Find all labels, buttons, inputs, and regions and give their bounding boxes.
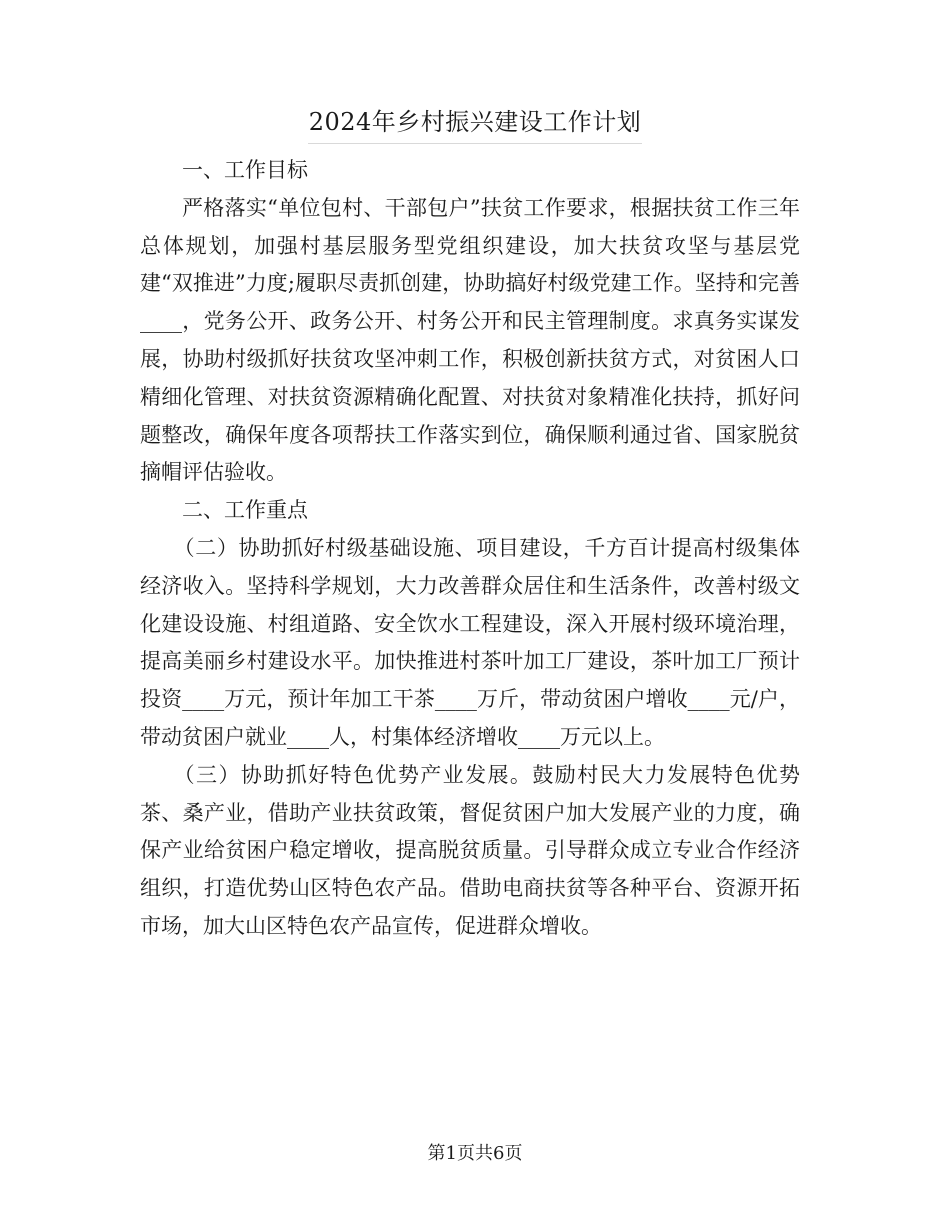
paragraph-infrastructure: （二）协助抓好村级基础设施、项目建设，千方百计提高村级集体经济收入。坚持科学规划，大力改善群众居住和生活条件，改善村级文化建设设施、村组道路、安全饮水工程建设，深入开展村级环境治理，提高美丽乡村建设水平。加快推进村茶叶加工厂建设，茶叶加工厂预计投资____万元，预计年加工干茶____万斤，带动贫困户增收____元/户，带动贫困户就业____人，村集体经济增收____万元以上。 (140, 535, 800, 749)
section-heading-goals: 一、工作目标 (182, 158, 308, 182)
paragraph-goals: 严格落实“单位包村、干部包户”扶贫工作要求，根据扶贫工作三年总体规划，加强村基层服务型党组织建设，加大扶贫攻坚与基层党建“双推进”力度;履职尽责抓创建，协助搞好村级党建工作。坚持和完善____，党务公开、政务公开、村务公开和民主管理制度。求真务实谋发展，协助村级抓好扶贫攻坚冲刺工作，积极创新扶贫方式，对贫困人口精细化管理、对扶贫资源精确化配置、对扶贫对象精准化扶持，抓好问题整改，确保年度各项帮扶工作落实到位，确保顺利通过省、国家脱贫摘帽评估验收。 (140, 195, 800, 485)
page-number: 第1页共6页 (427, 1143, 523, 1164)
title-underline (308, 143, 642, 144)
document-title: 2024年乡村振兴建设工作计划 (308, 108, 642, 136)
document-body (140, 152, 800, 946)
paragraph-industry: （三）协助抓好特色优势产业发展。鼓励村民大力发展特色优势茶、桑产业，借助产业扶贫政策，督促贫困户加大发展产业的力度，确保产业给贫困户稳定增收，提高脱贫质量。引导群众成立专业合作经济组织，打造优势山区特色农产品。借助电商扶贫等各种平台、资源开拓市场，加大山区特色农产品宣传，促进群众增收。 (140, 762, 800, 938)
section-heading-focus: 二、工作重点 (182, 498, 308, 523)
